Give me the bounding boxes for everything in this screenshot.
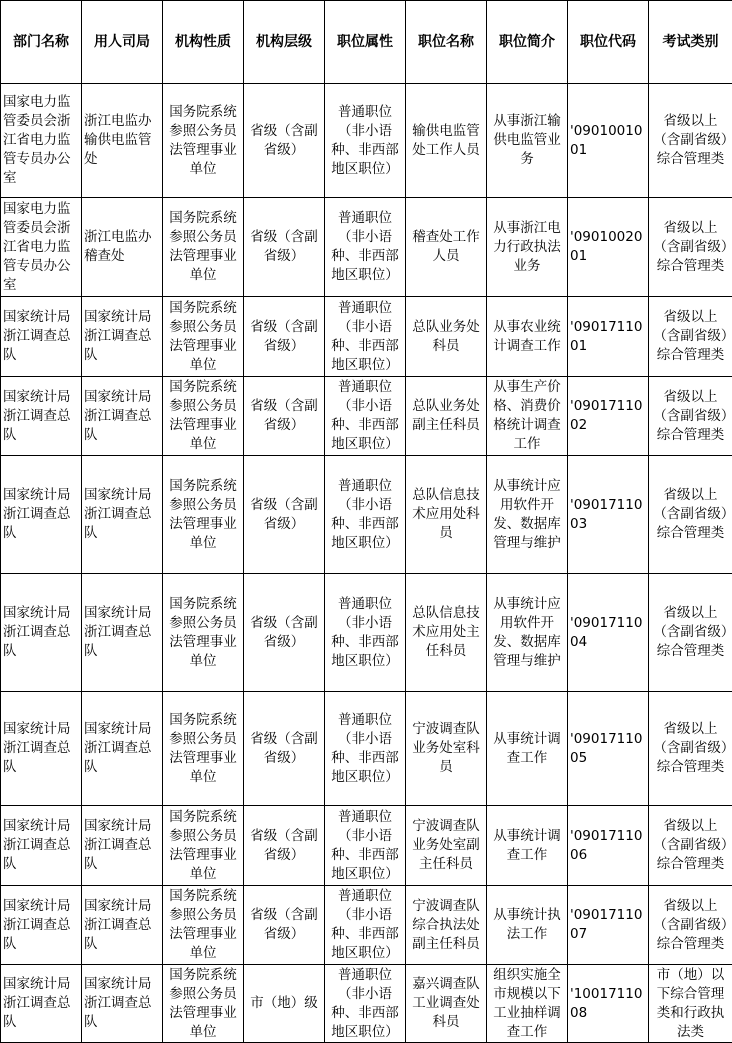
attr-cell: 普通职位（非小语种、非西部地区职位） xyxy=(325,806,406,886)
header-bureau: 用人司局 xyxy=(82,1,163,84)
code-cell: '0901711007 xyxy=(568,886,649,965)
title-cell: 宁波调查队业务处室副主任科员 xyxy=(406,806,487,886)
nature-cell: 国务院系统参照公务员法管理事业单位 xyxy=(163,297,244,377)
exam-cell: 市（地）以下综合管理类和行政执法类 xyxy=(649,965,732,1043)
title-cell: 总队业务处副主任科员 xyxy=(406,377,487,456)
code-cell: '0901711001 xyxy=(568,297,649,377)
bureau-cell: 国家统计局浙江调查总队 xyxy=(82,886,163,965)
attr-cell: 普通职位（非小语种、非西部地区职位） xyxy=(325,886,406,965)
attr-cell: 普通职位（非小语种、非西部地区职位） xyxy=(325,574,406,692)
exam-cell: 省级以上（含副省级）综合管理类 xyxy=(649,574,732,692)
dept-cell: 国家统计局浙江调查总队 xyxy=(1,377,82,456)
nature-cell: 国务院系统参照公务员法管理事业单位 xyxy=(163,377,244,456)
bureau-cell: 国家统计局浙江调查总队 xyxy=(82,806,163,886)
level-cell: 省级（含副省级） xyxy=(244,886,325,965)
title-cell: 总队信息技术应用处主任科员 xyxy=(406,574,487,692)
dept-cell: 国家统计局浙江调查总队 xyxy=(1,886,82,965)
code-cell: '0901711002 xyxy=(568,377,649,456)
nature-cell: 国务院系统参照公务员法管理事业单位 xyxy=(163,806,244,886)
desc-cell: 从事浙江电力行政执法业务 xyxy=(487,198,568,297)
nature-cell: 国务院系统参照公务员法管理事业单位 xyxy=(163,198,244,297)
title-cell: 嘉兴调查队工业调查处科员 xyxy=(406,965,487,1043)
header-level: 机构层级 xyxy=(244,1,325,84)
title-cell: 输供电监管处工作人员 xyxy=(406,84,487,198)
exam-cell: 省级以上（含副省级）综合管理类 xyxy=(649,456,732,574)
attr-cell: 普通职位（非小语种、非西部地区职位） xyxy=(325,297,406,377)
code-cell: '0901711005 xyxy=(568,692,649,806)
table-row xyxy=(1,377,732,456)
table-header xyxy=(1,1,732,84)
bureau-cell: 国家统计局浙江调查总队 xyxy=(82,297,163,377)
bureau-cell: 国家统计局浙江调查总队 xyxy=(82,965,163,1043)
level-cell: 省级（含副省级） xyxy=(244,84,325,198)
desc-cell: 从事生产价格、消费价格统计调查工作 xyxy=(487,377,568,456)
desc-cell: 从事统计执法工作 xyxy=(487,886,568,965)
nature-cell: 国务院系统参照公务员法管理事业单位 xyxy=(163,965,244,1043)
attr-cell: 普通职位（非小语种、非西部地区职位） xyxy=(325,198,406,297)
dept-cell: 国家统计局浙江调查总队 xyxy=(1,456,82,574)
attr-cell: 普通职位（非小语种、非西部地区职位） xyxy=(325,965,406,1043)
exam-cell: 省级以上（含副省级）综合管理类 xyxy=(649,198,732,297)
dept-cell: 国家统计局浙江调查总队 xyxy=(1,965,82,1043)
dept-cell: 国家统计局浙江调查总队 xyxy=(1,297,82,377)
table-row xyxy=(1,692,732,806)
code-cell: '0901002001 xyxy=(568,198,649,297)
bureau-cell: 浙江电监办输供电监管处 xyxy=(82,84,163,198)
attr-cell: 普通职位（非小语种、非西部地区职位） xyxy=(325,456,406,574)
table-body xyxy=(1,84,732,1043)
dept-cell: 国家电力监管委员会浙江省电力监管专员办公室 xyxy=(1,198,82,297)
attr-cell: 普通职位（非小语种、非西部地区职位） xyxy=(325,377,406,456)
exam-cell: 省级以上（含副省级）综合管理类 xyxy=(649,692,732,806)
level-cell: 市（地）级 xyxy=(244,965,325,1043)
table-row xyxy=(1,886,732,965)
title-cell: 总队业务处科员 xyxy=(406,297,487,377)
code-cell: '1001711008 xyxy=(568,965,649,1043)
title-cell: 宁波调查队综合执法处副主任科员 xyxy=(406,886,487,965)
code-cell: '0901711004 xyxy=(568,574,649,692)
exam-cell: 省级以上（含副省级）综合管理类 xyxy=(649,886,732,965)
table-row xyxy=(1,806,732,886)
attr-cell: 普通职位（非小语种、非西部地区职位） xyxy=(325,692,406,806)
level-cell: 省级（含副省级） xyxy=(244,297,325,377)
exam-cell: 省级以上（含副省级）综合管理类 xyxy=(649,806,732,886)
header-code: 职位代码 xyxy=(568,1,649,84)
desc-cell: 从事统计调查工作 xyxy=(487,806,568,886)
bureau-cell: 国家统计局浙江调查总队 xyxy=(82,574,163,692)
header-desc: 职位简介 xyxy=(487,1,568,84)
code-cell: '0901711003 xyxy=(568,456,649,574)
title-cell: 稽查处工作人员 xyxy=(406,198,487,297)
bureau-cell: 浙江电监办稽查处 xyxy=(82,198,163,297)
nature-cell: 国务院系统参照公务员法管理事业单位 xyxy=(163,84,244,198)
nature-cell: 国务院系统参照公务员法管理事业单位 xyxy=(163,692,244,806)
dept-cell: 国家统计局浙江调查总队 xyxy=(1,692,82,806)
header-nature: 机构性质 xyxy=(163,1,244,84)
header-dept: 部门名称 xyxy=(1,1,82,84)
desc-cell: 从事统计调查工作 xyxy=(487,692,568,806)
nature-cell: 国务院系统参照公务员法管理事业单位 xyxy=(163,886,244,965)
table-row xyxy=(1,198,732,297)
level-cell: 省级（含副省级） xyxy=(244,198,325,297)
level-cell: 省级（含副省级） xyxy=(244,806,325,886)
bureau-cell: 国家统计局浙江调查总队 xyxy=(82,692,163,806)
code-cell: '0901001001 xyxy=(568,84,649,198)
exam-cell: 省级以上（含副省级）综合管理类 xyxy=(649,84,732,198)
bureau-cell: 国家统计局浙江调查总队 xyxy=(82,377,163,456)
header-exam: 考试类别 xyxy=(649,1,732,84)
code-cell: '0901711006 xyxy=(568,806,649,886)
exam-cell: 省级以上（含副省级）综合管理类 xyxy=(649,377,732,456)
header-attr: 职位属性 xyxy=(325,1,406,84)
nature-cell: 国务院系统参照公务员法管理事业单位 xyxy=(163,574,244,692)
desc-cell: 从事浙江输供电监管业务 xyxy=(487,84,568,198)
bureau-cell: 国家统计局浙江调查总队 xyxy=(82,456,163,574)
table-row xyxy=(1,297,732,377)
exam-cell: 省级以上（含副省级）综合管理类 xyxy=(649,297,732,377)
title-cell: 宁波调查队业务处室科员 xyxy=(406,692,487,806)
desc-cell: 组织实施全市规模以下工业抽样调查工作 xyxy=(487,965,568,1043)
desc-cell: 从事农业统计调查工作 xyxy=(487,297,568,377)
nature-cell: 国务院系统参照公务员法管理事业单位 xyxy=(163,456,244,574)
dept-cell: 国家电力监管委员会浙江省电力监管专员办公室 xyxy=(1,84,82,198)
desc-cell: 从事统计应用软件开发、数据库管理与维护 xyxy=(487,456,568,574)
level-cell: 省级（含副省级） xyxy=(244,692,325,806)
table-row xyxy=(1,965,732,1043)
table-row xyxy=(1,84,732,198)
level-cell: 省级（含副省级） xyxy=(244,456,325,574)
table-row xyxy=(1,574,732,692)
header-title: 职位名称 xyxy=(406,1,487,84)
attr-cell: 普通职位（非小语种、非西部地区职位） xyxy=(325,84,406,198)
table-row xyxy=(1,456,732,574)
level-cell: 省级（含副省级） xyxy=(244,377,325,456)
dept-cell: 国家统计局浙江调查总队 xyxy=(1,574,82,692)
desc-cell: 从事统计应用软件开发、数据库管理与维护 xyxy=(487,574,568,692)
dept-cell: 国家统计局浙江调查总队 xyxy=(1,806,82,886)
header-row xyxy=(1,1,732,84)
level-cell: 省级（含副省级） xyxy=(244,574,325,692)
title-cell: 总队信息技术应用处科员 xyxy=(406,456,487,574)
